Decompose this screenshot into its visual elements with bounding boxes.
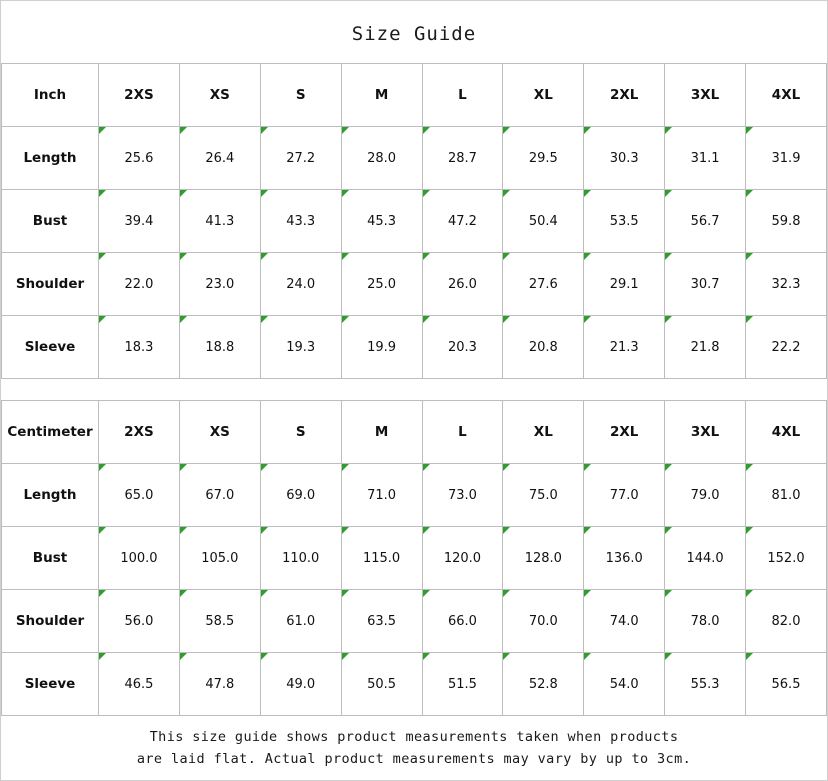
cell-inch-shoulder-xs: 23.0 [179,253,260,316]
cell-cm-shoulder-2xs: 56.0 [99,590,180,653]
size-header-xs: XS [179,64,260,127]
size-header-2xl: 2XL [584,64,665,127]
size-table-centimeter [1,400,827,716]
cell-inch-shoulder-2xs: 22.0 [99,253,180,316]
cell-cm-sleeve-m: 50.5 [341,653,422,716]
row-label-sleeve: Sleeve [2,653,99,716]
cell-cm-sleeve-xs: 47.8 [179,653,260,716]
cell-cm-bust-3xl: 144.0 [665,527,746,590]
footer-note [1,716,827,780]
row-label-length: Length [2,127,99,190]
cell-inch-shoulder-s: 24.0 [260,253,341,316]
size-header-4xl: 4XL [746,64,827,127]
cell-cm-bust-2xs: 100.0 [99,527,180,590]
unit-label-centimeter: Centimeter [2,401,99,464]
cell-inch-length-s: 27.2 [260,127,341,190]
table-header-row [2,64,827,127]
cell-cm-shoulder-m: 63.5 [341,590,422,653]
cell-inch-bust-l: 47.2 [422,190,503,253]
cell-cm-shoulder-xs: 58.5 [179,590,260,653]
cell-inch-sleeve-xs: 18.8 [179,316,260,379]
cell-inch-bust-xs: 41.3 [179,190,260,253]
size-header-l: L [422,401,503,464]
cell-inch-sleeve-s: 19.3 [260,316,341,379]
cell-cm-length-2xl: 77.0 [584,464,665,527]
cell-inch-length-3xl: 31.1 [665,127,746,190]
size-header-l: L [422,64,503,127]
cell-cm-shoulder-l: 66.0 [422,590,503,653]
cell-cm-shoulder-s: 61.0 [260,590,341,653]
cell-cm-length-2xs: 65.0 [99,464,180,527]
table-row [2,190,827,253]
cell-cm-bust-xs: 105.0 [179,527,260,590]
cell-inch-sleeve-2xl: 21.3 [584,316,665,379]
cell-cm-sleeve-3xl: 55.3 [665,653,746,716]
table-separator [1,379,827,400]
cell-inch-length-xs: 26.4 [179,127,260,190]
table-row [2,590,827,653]
cell-inch-shoulder-m: 25.0 [341,253,422,316]
cell-inch-shoulder-4xl: 32.3 [746,253,827,316]
cell-cm-shoulder-4xl: 82.0 [746,590,827,653]
cell-inch-bust-2xl: 53.5 [584,190,665,253]
cell-cm-bust-l: 120.0 [422,527,503,590]
cell-cm-shoulder-xl: 70.0 [503,590,584,653]
cell-cm-sleeve-2xs: 46.5 [99,653,180,716]
cell-inch-sleeve-m: 19.9 [341,316,422,379]
cell-cm-length-l: 73.0 [422,464,503,527]
table-row [2,653,827,716]
size-header-2xs: 2XS [99,64,180,127]
cell-cm-bust-4xl: 152.0 [746,527,827,590]
unit-label-inch: Inch [2,64,99,127]
row-label-length: Length [2,464,99,527]
cell-inch-length-xl: 29.5 [503,127,584,190]
cell-inch-length-2xl: 30.3 [584,127,665,190]
cell-cm-bust-2xl: 136.0 [584,527,665,590]
row-label-bust: Bust [2,190,99,253]
size-header-3xl: 3XL [665,64,746,127]
cell-inch-length-l: 28.7 [422,127,503,190]
row-label-shoulder: Shoulder [2,590,99,653]
cell-inch-bust-xl: 50.4 [503,190,584,253]
cell-inch-sleeve-l: 20.3 [422,316,503,379]
table-row [2,253,827,316]
size-header-2xs: 2XS [99,401,180,464]
cell-cm-length-xl: 75.0 [503,464,584,527]
cell-inch-shoulder-xl: 27.6 [503,253,584,316]
table-header-row [2,401,827,464]
table-row [2,127,827,190]
cell-cm-sleeve-l: 51.5 [422,653,503,716]
cell-cm-length-3xl: 79.0 [665,464,746,527]
size-header-xl: XL [503,64,584,127]
cell-inch-bust-4xl: 59.8 [746,190,827,253]
cell-cm-sleeve-s: 49.0 [260,653,341,716]
cell-inch-sleeve-2xs: 18.3 [99,316,180,379]
size-header-2xl: 2XL [584,401,665,464]
cell-inch-sleeve-4xl: 22.2 [746,316,827,379]
cell-inch-shoulder-l: 26.0 [422,253,503,316]
cell-cm-length-xs: 67.0 [179,464,260,527]
footer-line-1: This size guide shows product measurements taken when products [149,729,679,745]
cell-inch-shoulder-3xl: 30.7 [665,253,746,316]
size-table-inch [1,63,827,379]
row-label-shoulder: Shoulder [2,253,99,316]
size-header-s: S [260,64,341,127]
table-row [2,316,827,379]
row-label-sleeve: Sleeve [2,316,99,379]
table-row [2,464,827,527]
size-header-4xl: 4XL [746,401,827,464]
size-header-xs: XS [179,401,260,464]
cell-inch-length-4xl: 31.9 [746,127,827,190]
cell-cm-length-s: 69.0 [260,464,341,527]
cell-cm-sleeve-xl: 52.8 [503,653,584,716]
size-header-m: M [341,401,422,464]
cell-inch-shoulder-2xl: 29.1 [584,253,665,316]
cell-cm-bust-xl: 128.0 [503,527,584,590]
cell-cm-length-m: 71.0 [341,464,422,527]
cell-inch-bust-m: 45.3 [341,190,422,253]
cell-inch-length-2xs: 25.6 [99,127,180,190]
cell-cm-shoulder-3xl: 78.0 [665,590,746,653]
size-header-s: S [260,401,341,464]
cell-cm-bust-m: 115.0 [341,527,422,590]
cell-cm-sleeve-4xl: 56.5 [746,653,827,716]
cell-inch-length-m: 28.0 [341,127,422,190]
cell-inch-bust-s: 43.3 [260,190,341,253]
size-header-xl: XL [503,401,584,464]
row-label-bust: Bust [2,527,99,590]
cell-cm-shoulder-2xl: 74.0 [584,590,665,653]
cell-cm-sleeve-2xl: 54.0 [584,653,665,716]
cell-cm-bust-s: 110.0 [260,527,341,590]
cell-inch-sleeve-3xl: 21.8 [665,316,746,379]
cell-cm-length-4xl: 81.0 [746,464,827,527]
cell-inch-bust-2xs: 39.4 [99,190,180,253]
size-header-3xl: 3XL [665,401,746,464]
table-row [2,527,827,590]
cell-inch-bust-3xl: 56.7 [665,190,746,253]
size-header-m: M [341,64,422,127]
cell-inch-sleeve-xl: 20.8 [503,316,584,379]
page-title: Size Guide [351,23,477,45]
footer-line-2: are laid flat. Actual product measurements may vary by up to 3cm. [136,751,692,767]
